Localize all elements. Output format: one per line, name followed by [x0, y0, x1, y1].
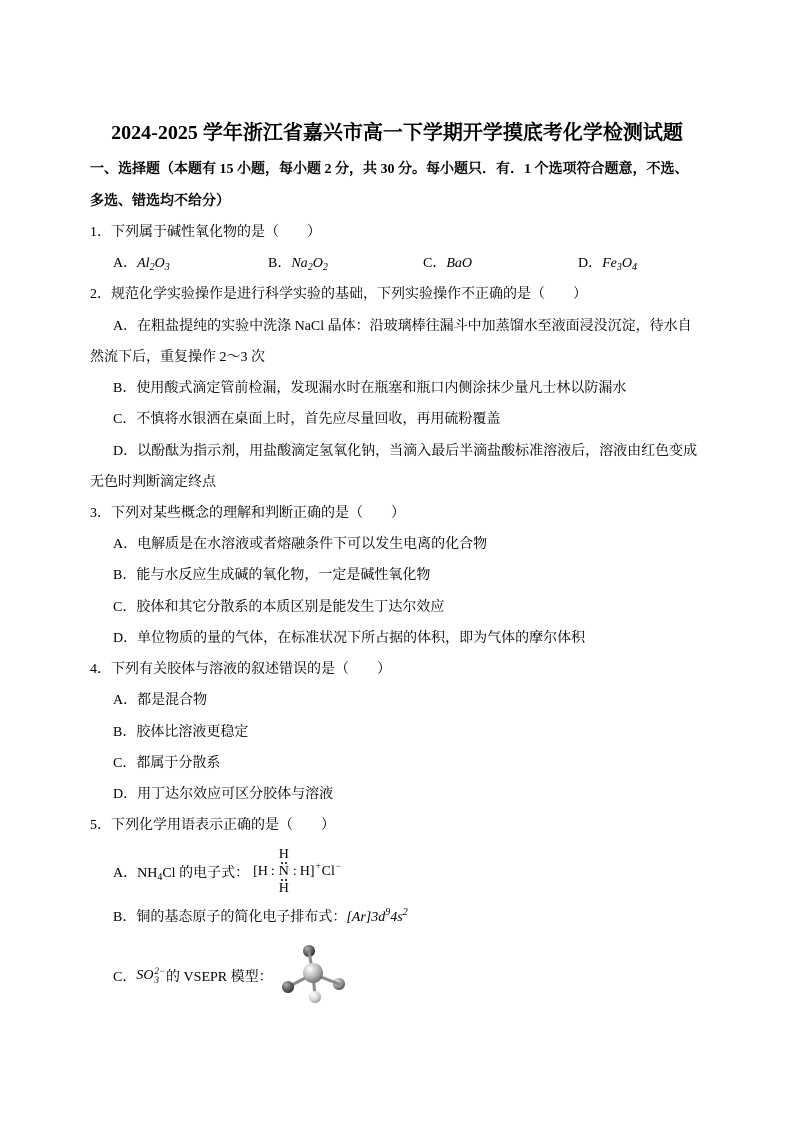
option-b: B．胶体比溶液更稳定: [113, 724, 249, 740]
formula-part: O: [154, 256, 165, 272]
question-5: [90, 810, 740, 1018]
option-label: C．: [423, 256, 447, 272]
page-title: 2024-2025 学年浙江省嘉兴市高一下学期开学摸底考化学检测试题: [111, 122, 683, 144]
config-electrons: 2: [402, 906, 408, 918]
formula-subscript: 2: [307, 262, 313, 274]
option-d: D．单位物质的量的气体，在标准状况下所占据的体积，即为气体的摩尔体积: [113, 630, 586, 646]
nitrogen-column: [278, 846, 289, 896]
option-text: 的 VSEPR 模型：: [166, 969, 273, 985]
vsepr-model-image: [275, 943, 351, 1005]
anion: Cl: [321, 863, 335, 879]
chemical-formula: [137, 256, 170, 274]
option-c: C．胶体和其它分散系的本质区别是能发生丁达尔效应: [113, 599, 445, 615]
option-a: A．电解质是在水溶液或者熔融条件下可以发生电离的化合物: [113, 537, 488, 553]
option-c: [423, 248, 578, 279]
option-text: D．以酚酞为指示剂，用盐酸滴定氢氧化钠，当滴入最后半滴盐酸标准溶液后，溶液由红色变成: [113, 443, 698, 459]
hydrogen-atom: H: [278, 880, 289, 896]
sulfite-ion-formula: [136, 967, 166, 985]
option-a: [90, 311, 740, 373]
label-part: Cl 的电子式：: [162, 865, 250, 881]
anion-charge: −: [335, 860, 341, 871]
config-core: [Ar]: [346, 909, 372, 925]
option-b: [90, 902, 740, 933]
config-orbital: 3d: [371, 909, 386, 925]
question-stem: 5．下列化学用语表示正确的是（ ）: [90, 818, 335, 834]
section-header: [90, 154, 740, 216]
option-c: C．都属于分散系: [113, 755, 221, 771]
option-text-continued: 无色时判断滴定终点: [90, 474, 216, 490]
option-label: B．铜的基态原子的简化电子排布式：: [113, 909, 347, 925]
central-atom: [303, 963, 323, 983]
option-b: [268, 248, 423, 279]
question-stem: 2．规范化学实验操作是进行科学实验的基础，下列实验操作不正确的是（ ）: [90, 287, 587, 303]
config-electrons: 9: [385, 906, 391, 918]
question-stem: 3．下列对某些概念的理解和判断正确的是（ ）: [90, 505, 405, 521]
formula-part: Al: [137, 256, 150, 272]
nitrogen-atom: N: [278, 863, 289, 879]
option-b: [90, 373, 740, 404]
option-label: A．: [113, 256, 138, 272]
question-3: [90, 498, 740, 654]
label-part: A．NH: [113, 865, 158, 881]
formula-part: O: [312, 256, 323, 272]
nh4cl-electron-formula: [253, 846, 342, 896]
cation-charge: +: [315, 860, 321, 871]
option-row: [90, 248, 740, 279]
option-a: [113, 248, 268, 279]
left-bracket: [: [253, 863, 258, 879]
chemical-formula: [291, 256, 328, 274]
option-c: [90, 404, 740, 435]
section-header-line: 一、选择题（本题有 15 小题，每小题 2 分，共 30 分。每小题只．有．1 个选项符合题意，不选、: [90, 162, 689, 178]
formula-subscript: 4: [157, 871, 163, 883]
formula-subscript: 3: [164, 262, 170, 274]
option-label: D．: [578, 256, 603, 272]
hydrogen-atom: H: [278, 846, 289, 862]
question-stem: 4．下列有关胶体与溶液的叙述错误的是（ ）: [90, 662, 391, 678]
terminal-atom: [309, 991, 321, 1003]
hydrogen-atom: H: [299, 863, 310, 879]
option-a: A．都是混合物: [113, 693, 208, 709]
electron-pair: :: [270, 863, 275, 879]
electron-configuration: [346, 906, 408, 925]
right-bracket: ]: [309, 863, 315, 879]
option-text-continued: 然流下后，重复操作 2～3 次: [90, 349, 265, 365]
question-2: [90, 279, 740, 498]
ion-charge: 2−: [154, 965, 166, 976]
exam-content: [90, 154, 740, 1018]
question-stem: 1．下列属于碱性氧化物的是（ ）: [90, 224, 321, 240]
formula-subscript: 2: [322, 262, 328, 274]
section-header-line: 多选、错选均不给分）: [90, 193, 230, 209]
formula-part: O: [621, 256, 633, 272]
chemical-formula: [602, 256, 638, 274]
option-a: [90, 842, 740, 902]
option-d: D．用丁达尔效应可区分胶体与溶液: [113, 787, 334, 803]
formula-subscript: 3: [616, 262, 622, 274]
question-4: [90, 654, 740, 810]
option-label: [113, 862, 249, 882]
option-d: [578, 248, 733, 279]
option-b: B．能与水反应生成碱的氧化物，一定是碱性氧化物: [113, 568, 431, 584]
config-orbital: 4s: [390, 909, 403, 925]
ion-sub-sup: [154, 967, 165, 985]
formula-part: Na: [291, 256, 308, 272]
question-1: [90, 217, 740, 279]
option-c: [90, 933, 740, 1019]
option-text: B．使用酸式滴定管前检漏，发现漏水时在瓶塞和瓶口内侧涂抹少量凡士林以防漏水: [113, 381, 627, 397]
ion-subscript: 3: [154, 974, 159, 985]
terminal-atom: [282, 981, 294, 993]
chemical-formula: [446, 256, 472, 271]
formula-subscript: 2: [149, 262, 155, 274]
option-label: C．: [113, 969, 137, 985]
electron-pair: :: [292, 863, 297, 879]
option-d: [90, 436, 740, 498]
option-text: C．不慎将水银洒在桌面上时，首先应尽量回收，再用硫粉覆盖: [113, 412, 501, 428]
hydrogen-atom: H: [257, 863, 268, 879]
formula-part: BaO: [446, 256, 473, 272]
option-text: A．在粗盐提纯的实验中洗涤 NaCl 晶体：沿玻璃棒往漏斗中加蒸馏水至液面浸没沉淀，待水自: [113, 318, 692, 334]
ion-base: SO: [136, 967, 154, 983]
option-label: B．: [268, 256, 292, 272]
formula-part: Fe: [602, 256, 617, 272]
formula-subscript: 4: [632, 262, 638, 274]
